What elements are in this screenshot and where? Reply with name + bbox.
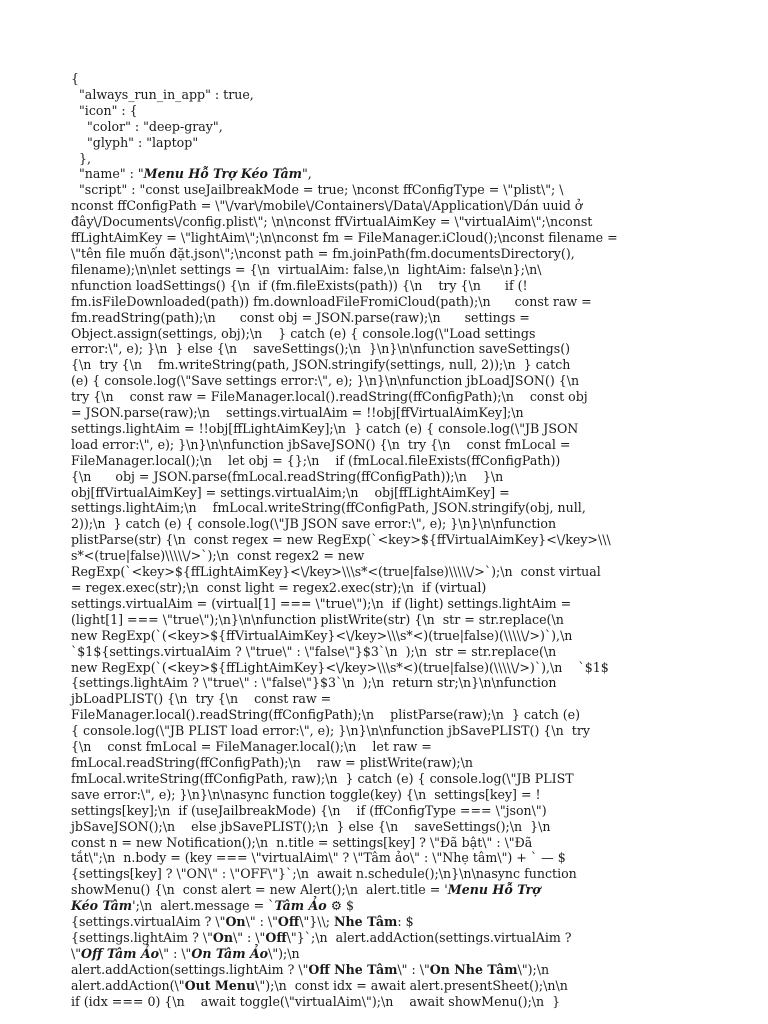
styled-text: On [212, 929, 234, 945]
code-line [71, 819, 711, 835]
code-text: alert.addAction(settings.lightAim ? \" [71, 961, 309, 977]
code-line [71, 835, 711, 851]
code-text: {settings.lightAim ? \" [71, 929, 213, 945]
code-line [71, 453, 711, 469]
code-line [71, 994, 711, 1010]
code-text: error:\", e); }\n } else {\n saveSettings();\n }\n}\n\nfunction saveSettings() [71, 341, 571, 357]
code-line [71, 71, 711, 87]
code-text: {settings[key] ? \"ON\" : \"OFF\"}`;\n await n.schedule();\n}\n\nasync function [71, 866, 577, 882]
code-line [71, 485, 711, 501]
code-text: \"}`;\n alert.addAction(settings.virtualAim ? [286, 929, 572, 945]
code-line [71, 580, 711, 596]
code-text: {settings.lightAim ? \"true\" : \"false\"}$3`\n );\n return str;\n}\n\nfunction [71, 675, 557, 691]
code-line [71, 691, 711, 707]
code-line [71, 516, 711, 532]
code-text: try {\n const raw = FileManager.local().readString(ffConfigPath);\n const obj [71, 389, 588, 405]
code-line [71, 532, 711, 548]
code-line [71, 564, 711, 580]
code-line [71, 707, 711, 723]
code-line [71, 310, 711, 326]
code-line [71, 198, 711, 214]
code-line [71, 898, 711, 914]
code-text: "icon" : { [71, 102, 138, 118]
code-text: (e) { console.log(\"Save settings error:\", e); }\n}\n\nfunction jbLoadJSON() {\n [71, 373, 580, 389]
code-text: fmLocal.readString(ffConfigPath);\n raw = plistWrite(raw);\n [71, 754, 474, 770]
styled-text: Off [265, 929, 287, 945]
code-line [71, 675, 711, 691]
styled-text: Nhe Tâm [334, 914, 398, 930]
code-text: settings.lightAim = !!obj[ffLightAimKey];\n } catch (e) { console.log(\"JB JSON [71, 420, 579, 436]
code-line [71, 548, 711, 564]
code-text: {\n obj = JSON.parse(fmLocal.readString(ffConfigPath));\n }\n [71, 468, 504, 484]
code-line [71, 723, 711, 739]
code-line [71, 500, 711, 516]
code-line [71, 930, 711, 946]
code-line [71, 373, 711, 389]
code-text: new RegExp(`(<key>${ffVirtualAimKey}<\/key>\\\s*<)(true|false)(\\\\\/>)`),\n [71, 627, 573, 643]
code-text: \"tên file muốn đặt.json\";\nconst path = fm.joinPath(fm.documentsDirectory(), [71, 245, 575, 261]
code-text: save error:\", e); }\n}\n\nasync function toggle(key) {\n settings[key] = ! [71, 786, 541, 802]
code-text: Object.assign(settings, obj);\n } catch (e) { console.log(\"Load settings [71, 325, 536, 341]
code-line [71, 850, 711, 866]
code-text: FileManager.local().readString(ffConfigPath);\n plistParse(raw);\n } catch (e) [71, 707, 580, 723]
code-line [71, 166, 711, 182]
code-line [71, 644, 711, 660]
code-line [71, 278, 711, 294]
code-text: "glyph" : "laptop" [71, 134, 199, 150]
code-text: "script" : "const useJailbreakMode = true; \nconst ffConfigType = \"plist\"; \ [71, 182, 564, 198]
code-line [71, 405, 711, 421]
code-text: RegExp(`<key>${ffLightAimKey}<\/key>\\\s*<(true|false)\\\\\/>`);\n const virtual [71, 564, 601, 580]
code-line [71, 660, 711, 676]
styled-text: Off Tâm Ảo [81, 945, 160, 961]
code-text: const n = new Notification();\n n.title = settings[key] ? \"Đã bật\" : \"Đã [71, 834, 533, 850]
code-text: load error:\", e); }\n}\n\nfunction jbSaveJSON() {\n try {\n const fmLocal = [71, 436, 571, 452]
code-line [71, 182, 711, 198]
code-line [71, 357, 711, 373]
code-text: filename);\n\nlet settings = {\n virtualAim: false,\n lightAim: false\n};\n\ [71, 261, 542, 277]
code-text: tắt\";\n n.body = (key === \"virtualAim\" ? \"Tâm ảo\" : \"Nhẹ tâm\") + ` — $ [71, 850, 566, 866]
code-text: s*<(true|false)\\\\\/>`);\n const regex2 = new [71, 548, 365, 564]
code-line [71, 87, 711, 103]
code-text: settings.lightAim;\n fmLocal.writeString(ffConfigPath, JSON.stringify(obj, null, [71, 500, 586, 516]
code-line [71, 214, 711, 230]
code-text: ", [302, 166, 312, 182]
code-text: nconst ffConfigPath = \"\/var\/mobile\/Containers\/Data\/Application\/Dán uuid ở [71, 198, 583, 214]
code-text: settings[key];\n if (useJailbreakMode) {\n if (ffConfigType === \"json\") [71, 802, 547, 818]
code-line [71, 262, 711, 278]
code-text: : $ [397, 914, 414, 930]
code-text: nfunction loadSettings() {\n if (fm.fileExists(path)) {\n try {\n if (! [71, 277, 528, 293]
code-text: đây\/Documents\/config.plist\"; \n\nconst ffVirtualAimKey = \"virtualAim\";\nconst [71, 214, 593, 230]
code-line [71, 151, 711, 167]
code-text: "color" : "deep-gray", [71, 118, 223, 134]
code-text: {settings.virtualAim ? \" [71, 914, 226, 930]
code-text: }, [71, 150, 92, 166]
code-line [71, 803, 711, 819]
code-text: alert.addAction(\" [71, 977, 185, 993]
code-text: \"}\\; [299, 914, 335, 930]
code-text: new RegExp(`(<key>${ffLightAimKey}<\/key>\\\s*<)(true|false)(\\\\\/>)`),\n `$1$ [71, 659, 609, 675]
code-text: \" : \" [233, 929, 266, 945]
code-line [71, 103, 711, 119]
code-text: {\n const fmLocal = FileManager.local();\n let raw = [71, 739, 432, 755]
code-line [71, 119, 711, 135]
code-text: fm.isFileDownloaded(path)) fm.downloadFileFromiCloud(path);\n const raw = [71, 293, 592, 309]
code-line [71, 914, 711, 930]
code-text: obj[ffVirtualAimKey] = settings.virtualAim;\n obj[ffLightAimKey] = [71, 484, 510, 500]
code-line [71, 739, 711, 755]
code-text: plistParse(str) {\n const regex = new RegExp(`<key>${ffVirtualAimKey}<\/key>\\\ [71, 532, 611, 548]
code-text: { [71, 71, 80, 86]
code-text: 2));\n } catch (e) { console.log(\"JB JSON save error:\", e); }\n}\n\nfunction [71, 516, 557, 532]
styled-text: Tâm Ảo [274, 898, 327, 914]
code-text: \" : \" [397, 961, 430, 977]
code-text: ffLightAimKey = \"lightAim\";\n\nconst fm = FileManager.iCloud();\nconst filename = [71, 230, 618, 246]
code-text: \" : \" [245, 914, 278, 930]
code-text: settings.virtualAim = (virtual[1] === \"true\");\n if (light) settings.lightAim = [71, 595, 572, 611]
code-line [71, 787, 711, 803]
code-text: ';\n alert.message = ` [132, 898, 275, 914]
code-line [71, 596, 711, 612]
code-text: fmLocal.writeString(ffConfigPath, raw);\n } catch (e) { console.log(\"JB PLIST [71, 770, 574, 786]
code-text: jbSaveJSON();\n else jbSavePLIST();\n } else {\n saveSettings();\n }\n [71, 818, 551, 834]
code-line [71, 771, 711, 787]
code-text: \" [71, 945, 82, 961]
code-text: "always_run_in_app" : true, [71, 86, 254, 102]
code-line [71, 294, 711, 310]
code-text: \");\n [517, 961, 550, 977]
code-line [71, 421, 711, 437]
code-line [71, 437, 711, 453]
code-line [71, 866, 711, 882]
code-text: \");\n const idx = await alert.presentSheet();\n\n [255, 977, 568, 993]
code-text: "name" : " [71, 166, 144, 182]
code-text: FileManager.local();\n let obj = {};\n if (fmLocal.fileExists(ffConfigPath)) [71, 452, 561, 468]
code-text: showMenu() {\n const alert = new Alert();\n alert.title = ' [71, 882, 448, 898]
code-line [71, 612, 711, 628]
code-document [71, 71, 711, 1009]
code-line [71, 326, 711, 342]
code-line [71, 882, 711, 898]
code-text: \" : \" [159, 945, 192, 961]
code-text: = JSON.parse(raw);\n settings.virtualAim = !!obj[ffVirtualAimKey];\n [71, 405, 524, 421]
code-line [71, 628, 711, 644]
styled-text: Off Nhe Tâm [308, 961, 398, 977]
code-text: if (idx === 0) {\n await toggle(\"virtualAim\");\n await showMenu();\n } [71, 993, 561, 1009]
code-text: `$1${settings.virtualAim ? \"true\" : \"false\"}$3`\n );\n str = str.replace(\n [71, 643, 557, 659]
code-text: ⚙ $ [326, 898, 354, 914]
styled-text: Menu Hỗ Trợ [447, 882, 541, 898]
styled-text: On Tâm Ảo [191, 945, 269, 961]
code-text: \");\n [268, 945, 300, 961]
code-text: { console.log(\"JB PLIST load error:\", e); }\n}\n\nfunction jbSavePLIST() {\n try [71, 723, 590, 739]
styled-text: Off [277, 914, 300, 930]
styled-text: Out Menu [184, 977, 256, 993]
styled-text: On Nhe Tâm [429, 961, 518, 977]
styled-text: On [225, 914, 246, 930]
code-line [71, 962, 711, 978]
code-text: fm.readString(path);\n const obj = JSON.parse(raw);\n settings = [71, 309, 530, 325]
code-text: {\n try {\n fm.writeString(path, JSON.stringify(settings, null, 2));\n } catch [71, 357, 571, 373]
styled-text: Kéo Tâm [71, 898, 133, 914]
code-line [71, 389, 711, 405]
code-line [71, 755, 711, 771]
code-line [71, 230, 711, 246]
styled-text: Menu Hỗ Trợ Kéo Tâm [143, 166, 302, 182]
code-line [71, 341, 711, 357]
code-line [71, 978, 711, 994]
code-line [71, 135, 711, 151]
code-line [71, 469, 711, 485]
code-line [71, 246, 711, 262]
code-text: = regex.exec(str);\n const light = regex2.exec(str);\n if (virtual) [71, 580, 487, 595]
code-text: (light[1] === \"true\");\n}\n\nfunction plistWrite(str) {\n str = str.replace(\n [71, 611, 564, 627]
code-line [71, 946, 711, 962]
code-text: jbLoadPLIST() {\n try {\n const raw = [71, 691, 332, 707]
